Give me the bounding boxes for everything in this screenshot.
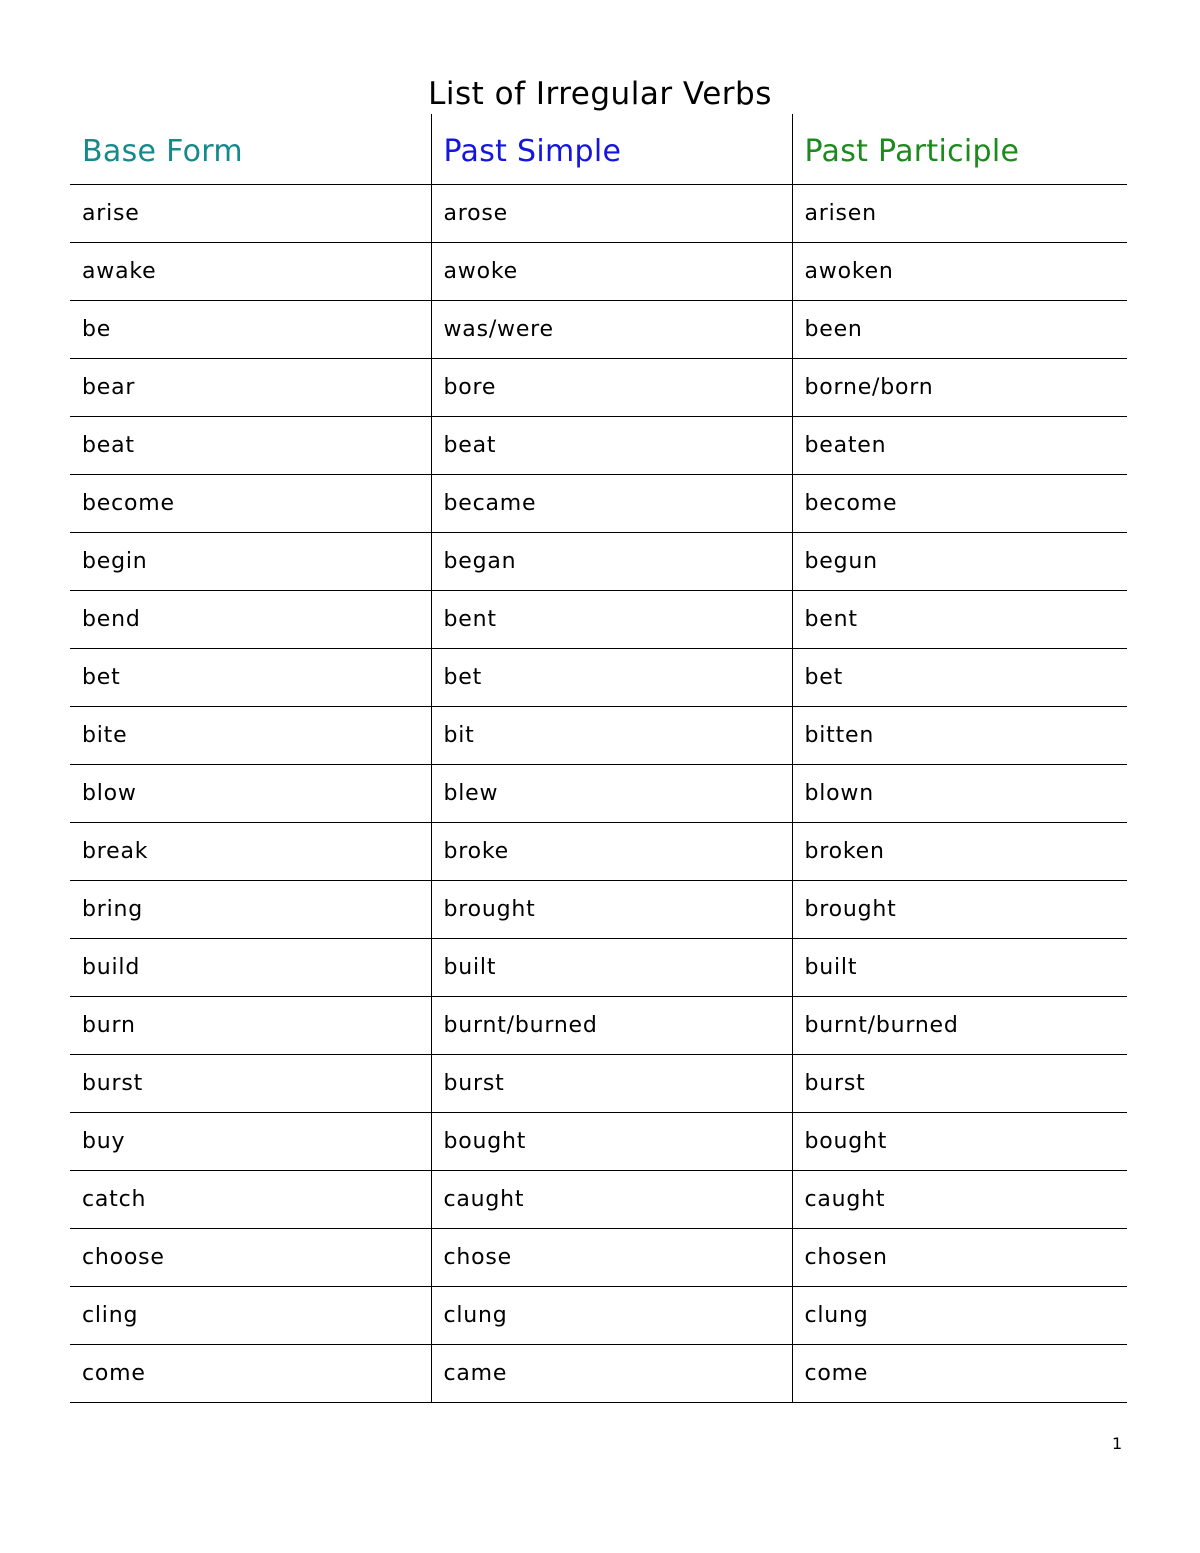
table-row: [70, 533, 1127, 591]
table-row: [70, 475, 1127, 533]
past-simple-cell: came: [431, 1345, 792, 1403]
base-form-cell: cling: [70, 1287, 431, 1345]
base-form-cell: blow: [70, 765, 431, 823]
past-participle-cell: built: [792, 939, 1127, 997]
header-base-form: Base Form: [70, 114, 431, 185]
past-simple-cell: caught: [431, 1171, 792, 1229]
base-form-cell: bet: [70, 649, 431, 707]
base-form-cell: burst: [70, 1055, 431, 1113]
base-form-cell: arise: [70, 185, 431, 243]
past-participle-cell: become: [792, 475, 1127, 533]
header-past-simple: Past Simple: [431, 114, 792, 185]
table-row: [70, 765, 1127, 823]
irregular-verbs-table: [70, 114, 1127, 1403]
base-form-cell: bring: [70, 881, 431, 939]
table-row: [70, 417, 1127, 475]
base-form-cell: bite: [70, 707, 431, 765]
base-form-cell: build: [70, 939, 431, 997]
past-participle-cell: brought: [792, 881, 1127, 939]
past-participle-cell: burst: [792, 1055, 1127, 1113]
past-participle-cell: broken: [792, 823, 1127, 881]
past-participle-cell: been: [792, 301, 1127, 359]
past-participle-cell: chosen: [792, 1229, 1127, 1287]
base-form-cell: bear: [70, 359, 431, 417]
table-row: [70, 243, 1127, 301]
table-row: [70, 1345, 1127, 1403]
past-simple-cell: became: [431, 475, 792, 533]
base-form-cell: come: [70, 1345, 431, 1403]
table-row: [70, 591, 1127, 649]
past-simple-cell: bought: [431, 1113, 792, 1171]
past-simple-cell: clung: [431, 1287, 792, 1345]
past-simple-cell: blew: [431, 765, 792, 823]
table-row: [70, 359, 1127, 417]
past-participle-cell: awoken: [792, 243, 1127, 301]
past-participle-cell: blown: [792, 765, 1127, 823]
past-participle-cell: bought: [792, 1113, 1127, 1171]
table-row: [70, 1229, 1127, 1287]
past-simple-cell: bet: [431, 649, 792, 707]
past-simple-cell: burst: [431, 1055, 792, 1113]
base-form-cell: beat: [70, 417, 431, 475]
base-form-cell: be: [70, 301, 431, 359]
past-participle-cell: bitten: [792, 707, 1127, 765]
past-simple-cell: awoke: [431, 243, 792, 301]
past-participle-cell: burnt/burned: [792, 997, 1127, 1055]
past-participle-cell: arisen: [792, 185, 1127, 243]
past-participle-cell: caught: [792, 1171, 1127, 1229]
base-form-cell: burn: [70, 997, 431, 1055]
base-form-cell: buy: [70, 1113, 431, 1171]
past-simple-cell: bit: [431, 707, 792, 765]
table-row: [70, 997, 1127, 1055]
table-row: [70, 823, 1127, 881]
table-row: [70, 1287, 1127, 1345]
past-simple-cell: brought: [431, 881, 792, 939]
table-row: [70, 707, 1127, 765]
past-participle-cell: bet: [792, 649, 1127, 707]
past-simple-cell: began: [431, 533, 792, 591]
past-simple-cell: bent: [431, 591, 792, 649]
header-past-participle: Past Participle: [792, 114, 1127, 185]
past-participle-cell: borne/born: [792, 359, 1127, 417]
past-simple-cell: bore: [431, 359, 792, 417]
base-form-cell: catch: [70, 1171, 431, 1229]
base-form-cell: awake: [70, 243, 431, 301]
table-row: [70, 185, 1127, 243]
table-row: [70, 939, 1127, 997]
past-simple-cell: arose: [431, 185, 792, 243]
past-participle-cell: bent: [792, 591, 1127, 649]
table-body: [70, 185, 1127, 1403]
page-number: 1: [1112, 1434, 1123, 1453]
past-simple-cell: built: [431, 939, 792, 997]
past-simple-cell: beat: [431, 417, 792, 475]
table-row: [70, 1113, 1127, 1171]
past-participle-cell: begun: [792, 533, 1127, 591]
table-row: [70, 1055, 1127, 1113]
past-participle-cell: clung: [792, 1287, 1127, 1345]
table-row: [70, 301, 1127, 359]
table-row: [70, 881, 1127, 939]
base-form-cell: break: [70, 823, 431, 881]
base-form-cell: choose: [70, 1229, 431, 1287]
base-form-cell: begin: [70, 533, 431, 591]
past-participle-cell: beaten: [792, 417, 1127, 475]
base-form-cell: bend: [70, 591, 431, 649]
past-simple-cell: broke: [431, 823, 792, 881]
past-participle-cell: come: [792, 1345, 1127, 1403]
table-row: [70, 1171, 1127, 1229]
past-simple-cell: chose: [431, 1229, 792, 1287]
page-title: List of Irregular Verbs: [428, 76, 772, 112]
past-simple-cell: was/were: [431, 301, 792, 359]
past-simple-cell: burnt/burned: [431, 997, 792, 1055]
table-header-row: [70, 114, 1127, 185]
table-row: [70, 649, 1127, 707]
base-form-cell: become: [70, 475, 431, 533]
